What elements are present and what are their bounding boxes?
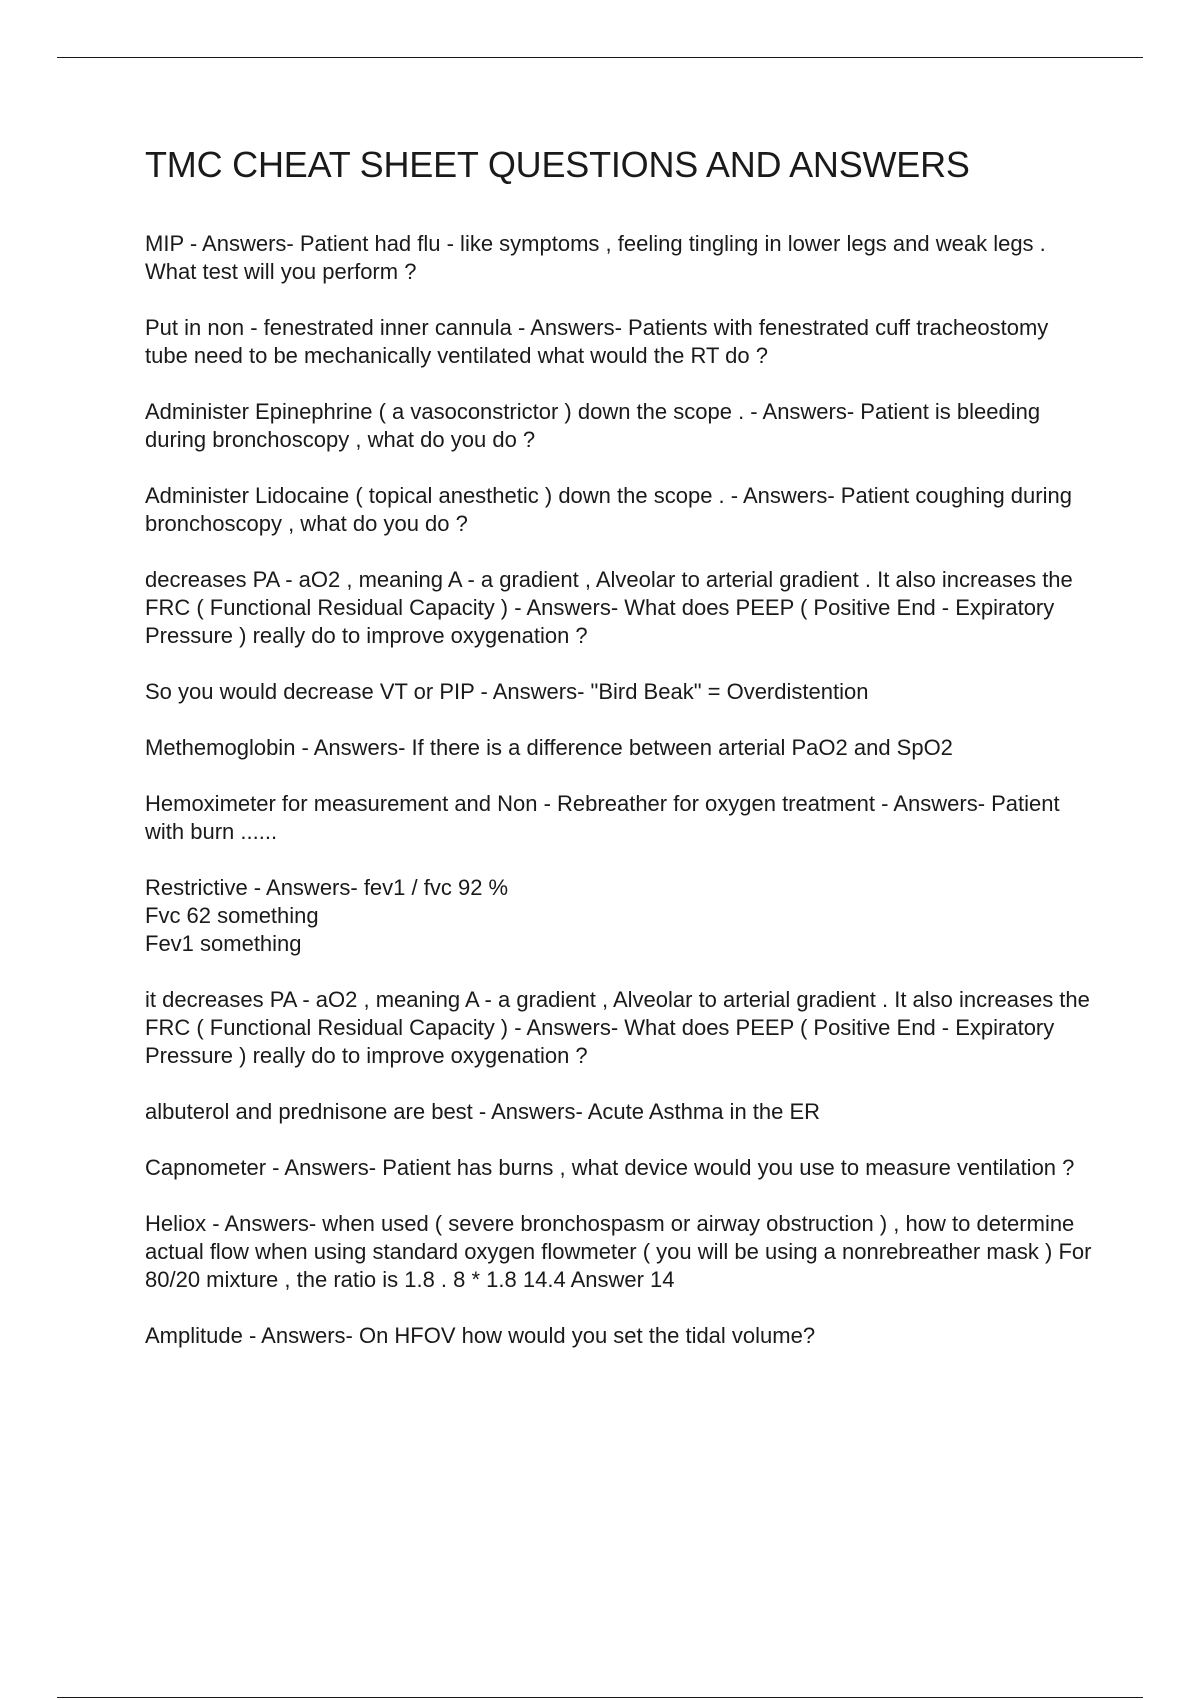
qa-item: Administer Epinephrine ( a vasoconstrictor ) down the scope . - Answers- Patient is bleeding during bronchoscopy , what do you do ? <box>145 399 1041 452</box>
qa-item: albuterol and prednisone are best - Answers- Acute Asthma in the ER <box>145 1099 821 1124</box>
qa-item: it decreases PA - aO2 , meaning A - a gradient , Alveolar to arterial gradient . It also increases the FRC ( Functional Residual Capacity ) - Answers- What does PEEP ( Positive End - Expiratory Pressure ) really do to improve oxygenation ? <box>145 987 1090 1068</box>
qa-item: Methemoglobin - Answers- If there is a difference between arterial PaO2 and SpO2 <box>145 735 953 760</box>
top-divider <box>57 57 1143 58</box>
qa-item: Administer Lidocaine ( topical anesthetic ) down the scope . - Answers- Patient coughing during bronchoscopy , what do you do ? <box>145 483 1072 536</box>
qa-item: Heliox - Answers- when used ( severe bronchospasm or airway obstruction ) , how to determine actual flow when using standard oxygen flowmeter ( you will be using a nonrebreather mask ) For 80/20 mixture , the ratio is 1.8 . 8 * 1.8 14.4 Answer 14 <box>145 1211 1092 1292</box>
qa-item: Capnometer - Answers- Patient has burns , what device would you use to measure ventilation ? <box>145 1155 1075 1180</box>
qa-item: So you would decrease VT or PIP - Answers- "Bird Beak" = Overdistention <box>145 679 869 704</box>
qa-item: MIP - Answers- Patient had flu - like symptoms , feeling tingling in lower legs and weak legs . What test will you perform ? <box>145 231 1046 284</box>
qa-item: Put in non - fenestrated inner cannula - Answers- Patients with fenestrated cuff tracheostomy tube need to be mechanically ventilated what would the RT do ? <box>145 315 1049 368</box>
bottom-divider <box>57 1697 1143 1698</box>
page-title: TMC CHEAT SHEET QUESTIONS AND ANSWERS <box>145 144 970 185</box>
qa-list <box>145 230 1095 1350</box>
document-body <box>145 140 1095 1378</box>
qa-item: Restrictive - Answers- fev1 / fvc 92 % Fvc 62 something Fev1 something <box>145 875 509 956</box>
qa-item: decreases PA - aO2 , meaning A - a gradient , Alveolar to arterial gradient . It also increases the FRC ( Functional Residual Capacity ) - Answers- What does PEEP ( Positive End - Expiratory Pressure ) really do to improve oxygenation ? <box>145 567 1073 648</box>
qa-item: Amplitude - Answers- On HFOV how would you set the tidal volume? <box>145 1323 816 1348</box>
qa-item: Hemoximeter for measurement and Non - Rebreather for oxygen treatment - Answers- Patient with burn ...... <box>145 791 1060 844</box>
